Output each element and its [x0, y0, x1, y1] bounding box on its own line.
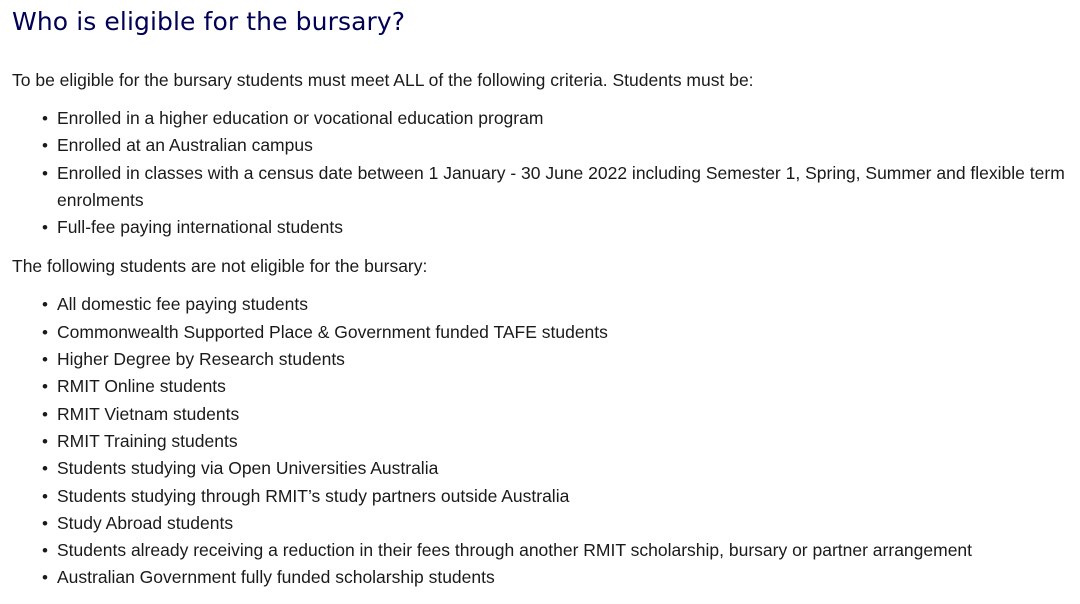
list-item — [12, 160, 1068, 215]
bullet-icon: • — [42, 431, 48, 451]
list-item — [12, 346, 1068, 373]
list-item-text: Enrolled in classes with a census date between 1 January - 30 June 2022 including Semester 1, Spring, Summer and flexible term enrolments — [57, 162, 1065, 210]
list-item — [12, 564, 1068, 591]
list-item-text: Commonwealth Supported Place & Government funded TAFE students — [57, 321, 608, 342]
list-item — [12, 132, 1068, 159]
eligible-intro-text: To be eligible for the bursary students must meet ALL of the following criteria. Students must be: — [12, 70, 754, 90]
bullet-icon: • — [42, 218, 48, 238]
list-item-text: RMIT Vietnam students — [57, 403, 240, 424]
page-heading: Who is eligible for the bursary? — [12, 7, 406, 36]
list-item — [12, 291, 1068, 318]
list-item-text: Australian Government fully funded scholarship students — [57, 567, 495, 588]
list-item — [12, 428, 1068, 455]
list-item — [12, 483, 1068, 510]
not-eligible-list — [12, 291, 1068, 591]
bullet-icon: • — [42, 136, 48, 156]
bullet-icon: • — [42, 404, 48, 424]
list-item — [12, 319, 1068, 346]
not-eligible-intro-text: The following students are not eligible for the bursary: — [12, 256, 428, 277]
list-item — [12, 510, 1068, 537]
bullet-icon: • — [42, 568, 48, 588]
bullet-icon: • — [42, 322, 48, 342]
list-item — [12, 105, 1068, 132]
list-item-text: RMIT Training students — [57, 430, 238, 451]
list-item — [12, 537, 1068, 564]
list-item-text: Students already receiving a reduction in their fees through another RMIT scholarship, bursary or partner arrangement — [57, 540, 973, 561]
list-item-text: RMIT Online students — [57, 376, 226, 397]
list-item-text: Students studying through RMIT’s study partners outside Australia — [57, 485, 570, 506]
list-item-text: All domestic fee paying students — [57, 294, 308, 315]
bullet-icon: • — [42, 377, 48, 397]
bullet-icon: • — [42, 163, 48, 183]
list-item-text: Enrolled in a higher education or vocational education program — [57, 108, 544, 128]
bullet-icon: • — [42, 459, 48, 479]
bullet-icon: • — [42, 295, 48, 315]
eligible-criteria-list — [12, 105, 1068, 241]
bullet-icon: • — [42, 541, 48, 561]
bullet-icon: • — [42, 513, 48, 533]
list-item — [12, 455, 1068, 482]
list-item-text: Students studying via Open Universities Australia — [57, 458, 439, 479]
list-item-text: Higher Degree by Research students — [57, 349, 345, 370]
list-item-text: Enrolled at an Australian campus — [57, 135, 313, 156]
bullet-icon: • — [42, 486, 48, 506]
list-item — [12, 214, 1068, 241]
bullet-icon: • — [42, 109, 48, 128]
list-item — [12, 373, 1068, 400]
bullet-icon: • — [42, 350, 48, 370]
list-item-text: Full-fee paying international students — [57, 217, 344, 238]
list-item — [12, 401, 1068, 428]
list-item-text: Study Abroad students — [57, 512, 234, 533]
